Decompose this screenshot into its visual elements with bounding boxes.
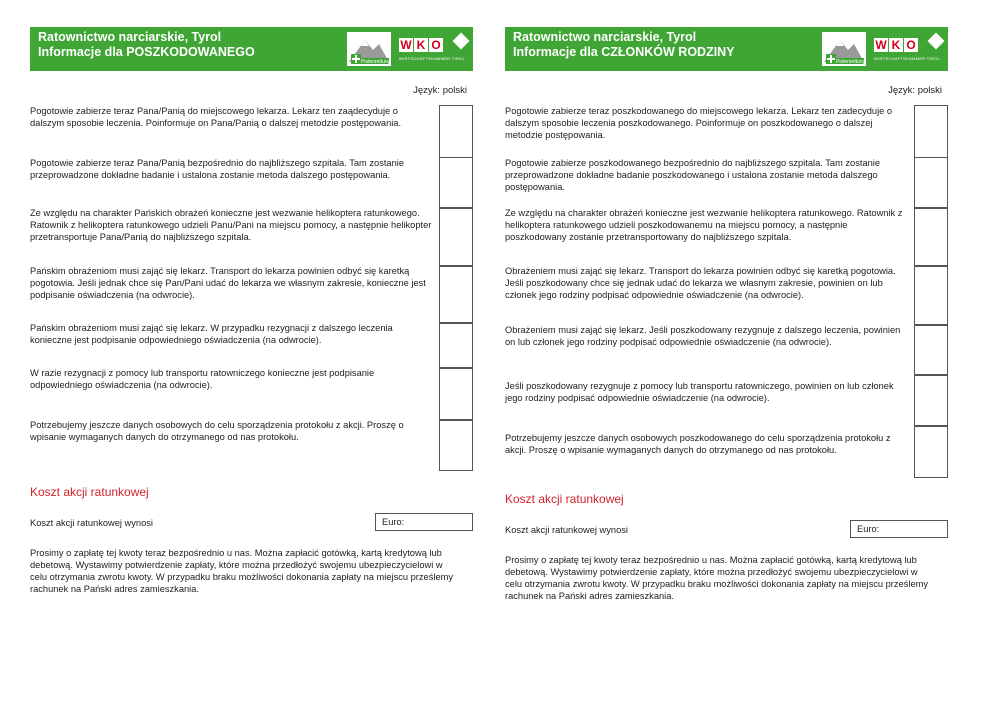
logo-caption: Pistenrettung [361, 59, 391, 65]
diamond-icon [453, 33, 470, 50]
checkbox[interactable] [914, 374, 948, 426]
cost-row [505, 520, 948, 540]
option-row [30, 367, 473, 419]
option-text: Pogotowie zabierze teraz poszkodowanego do miejscowego lekarza. Lekarz ten zadecyduje o dalszym sposobie leczenia poszkodowanego. Poinformuje on poszkodowanego o dalszej metodzie postępowania. [505, 106, 893, 140]
option-text: W razie rezygnacji z pomocy lub transportu ratowniczego konieczne jest podpisanie odpowiedniego oświadczenia (na odwrocie). [30, 368, 375, 390]
wko-letter: W [875, 38, 887, 52]
title-line-1: Ratownictwo narciarskie, Tyrol [38, 30, 222, 44]
option-list [505, 105, 948, 474]
option-text: Obrażeniem musi zająć się lekarz. Transport do lekarza powinien odbyć się karetką pogotowia. Jeśli poszkodowany chce się jednak udać do lekarza we własnym zakresie, powinien on lub członek jego rodziny podpisać odpowiednie oświadczenie (na odwrocie). [505, 266, 896, 300]
option-row [505, 426, 948, 474]
option-text: Ze względu na charakter Pańskich obrażeń konieczne jest wezwanie helikoptera ratunkowego. Ratownik z helikoptera ratunkowego udzieli Panu/Pani na miejscu pomocy, a następnie helikopter przetransportuje Pana/Panią do najbliższego szpitala. [30, 208, 432, 242]
wko-logo [397, 32, 469, 66]
option-text: Potrzebujemy jeszcze danych osobowych poszkodowanego do celu sporządzenia protokołu z akcji. Proszę o wpisanie wymaganych danych do otrzymanego od nas protokołu. [505, 433, 891, 455]
option-row [505, 374, 948, 426]
cost-heading: Koszt akcji ratunkowej [505, 492, 624, 506]
option-row [30, 157, 473, 207]
title-line-1: Ratownictwo narciarskie, Tyrol [513, 30, 697, 44]
checkbox[interactable] [439, 265, 473, 324]
cost-label: Koszt akcji ratunkowej wynosi [30, 518, 153, 528]
language-label: Język: polski [413, 85, 467, 96]
title-line-2: Informacje dla POSZKODOWANEGO [38, 45, 255, 59]
option-row [30, 419, 473, 467]
option-list [30, 105, 473, 467]
wko-letter: K [889, 38, 903, 52]
option-text: Pańskim obrażeniom musi zająć się lekarz. W przypadku rezygnacji z dalszego leczenia konieczne jest podpisanie odpowiedniego oświadczenia (na odwrocie). [30, 323, 393, 345]
option-row [505, 265, 948, 324]
option-text: Potrzebujemy jeszcze danych osobowych do celu sporządzenia protokołu z akcji. Proszę o wpisanie wymaganych danych do otrzymanego od nas protokołu. [30, 420, 404, 442]
wko-letter: W [400, 38, 412, 52]
wko-letter: K [414, 38, 428, 52]
cost-row [30, 513, 473, 533]
option-row [505, 207, 948, 265]
cost-heading: Koszt akcji ratunkowej [30, 485, 149, 499]
checkbox[interactable] [914, 265, 948, 326]
checkbox[interactable] [439, 322, 473, 369]
option-row [505, 157, 948, 207]
checkbox[interactable] [914, 105, 948, 158]
option-text: Pańskim obrażeniom musi zająć się lekarz. Transport do lekarza powinien odbyć się karetką pogotowia. Jeśli jednak chce się Pan/Pani udać do lekarza we własnym zakresie, konieczne jest podpisanie oświadczenia (na odwrocie). [30, 266, 426, 300]
payment-text: Prosimy o zapłatę tej kwoty teraz bezpośrednio u nas. Można zapłacić gotówką, kartą kredytową lub debetową. Wystawimy potwierdzenie zapłaty, które można przedłożyć swojemu ubezpieczycielowi w celu otrzymania zwrotu kwoty. W przypadku braku możliwości dokonania zapłaty na miejscu prześlemy rachunek na Pański adres zamieszkania. [30, 548, 454, 594]
checkbox[interactable] [439, 367, 473, 421]
payment-text: Prosimy o zapłatę tej kwoty teraz bezpośrednio u nas. Można zapłacić gotówką, kartą kredytową lub debetową. Wystawimy potwierdzenie zapłaty, które można przedłożyć swojemu ubezpieczycielowi w celu otrzymania zwrotu kwoty. W przypadku braku możliwości dokonania zapłaty na miejscu prześlemy rachunek na Pański adres zamieszkania. [505, 555, 929, 601]
ski-rescue-logo [347, 32, 391, 66]
logos [822, 31, 944, 67]
checkbox[interactable] [914, 324, 948, 376]
checkbox[interactable] [439, 419, 473, 471]
option-row [30, 322, 473, 367]
wko-letter: O [429, 38, 443, 52]
option-text: Pogotowie zabierze poszkodowanego bezpośrednio do najbliższego szpitala. Tam zostanie przeprowadzone dokładne badanie poszkodowanego i ustalona zostanie metoda dalszego postępowania. [505, 158, 881, 192]
option-row [30, 207, 473, 265]
checkbox[interactable] [439, 105, 473, 158]
euro-field[interactable] [375, 513, 473, 531]
diamond-icon [928, 33, 945, 50]
euro-field[interactable] [850, 520, 948, 538]
family-info-page [505, 27, 948, 602]
checkbox[interactable] [914, 207, 948, 267]
option-row [30, 105, 473, 157]
checkbox[interactable] [914, 157, 948, 209]
page-header [505, 27, 948, 71]
language-label: Język: polski [888, 85, 942, 96]
option-text: Jeśli poszkodowany rezygnuje z pomocy lub transportu ratowniczego, powinien on lub członek jego rodziny podpisać odpowiednie oświadczenie (na odwrocie). [505, 381, 894, 403]
option-text: Pogotowie zabierze teraz Pana/Panią bezpośrednio do najbliższego szpitala. Tam zostanie przeprowadzone dokładne badanie i ustalona zostanie metoda dalszego postępowania. [30, 158, 404, 180]
wko-subtitle: WIRTSCHAFTSKAMMER TIROL [399, 56, 466, 61]
wko-logo [872, 32, 944, 66]
wko-subtitle: WIRTSCHAFTSKAMMER TIROL [874, 56, 941, 61]
option-row [505, 324, 948, 374]
logo-caption: Pistenrettung [836, 59, 866, 65]
option-row [30, 265, 473, 322]
logos [347, 31, 469, 67]
title-line-2: Informacje dla CZŁONKÓW RODZINY [513, 45, 735, 59]
page-title [513, 30, 735, 60]
checkbox[interactable] [914, 426, 948, 478]
ski-rescue-logo [822, 32, 866, 66]
patient-info-page [30, 27, 473, 595]
cost-label: Koszt akcji ratunkowej wynosi [505, 525, 628, 535]
checkbox[interactable] [439, 207, 473, 267]
wko-letter: O [904, 38, 918, 52]
option-text: Pogotowie zabierze teraz Pana/Panią do miejscowego lekarza. Lekarz ten zaądecyduje o dalszym sposobie leczenia. Poinformuje on Pana/Panią o dalszej metodzie postępowania. [30, 106, 402, 128]
option-row [505, 105, 948, 157]
option-text: Ze względu na charakter obrażeń konieczne jest wezwanie helikoptera ratunkowego. Ratownik z helikoptera ratunkowego udzieli poszkodowanemu na miejscu pomocy, a następnie poszkodowany zostanie przetransportowany do najbliższego szpitala. [505, 208, 903, 242]
page-header [30, 27, 473, 71]
option-text: Obrażeniem musi zająć się lekarz. Jeśli poszkodowany rezygnuje z dalszego leczenia, powinien on lub członek jego rodziny podpisać odpowiednie oświadczenie (na odwrocie). [505, 325, 901, 347]
euro-label: Euro: [857, 524, 880, 534]
euro-label: Euro: [382, 517, 405, 527]
checkbox[interactable] [439, 157, 473, 209]
page-title [38, 30, 255, 60]
